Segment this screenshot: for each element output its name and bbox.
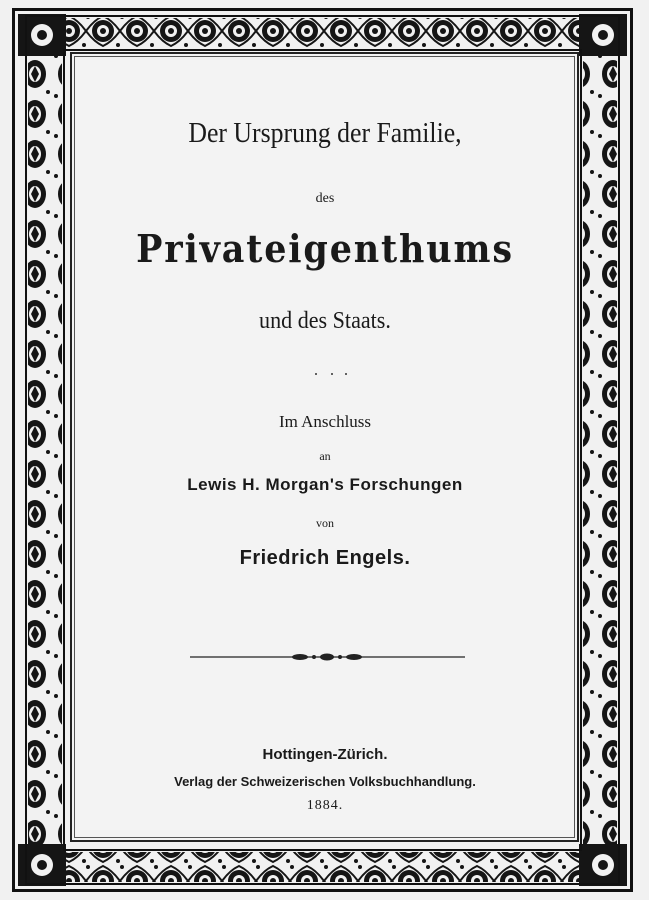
imprint-year: 1884. xyxy=(306,798,344,813)
title-line-4: und des Staats. xyxy=(259,308,391,334)
subtitle-line-3: Lewis H. Morgan's Forschungen xyxy=(187,475,463,494)
subtitle-line-1: Im Anschluss xyxy=(278,412,372,431)
title-line-2: des xyxy=(315,191,335,206)
imprint-publisher: Verlag der Schweizerischen Volksbuchhandlung. xyxy=(174,774,476,789)
title-line-1: Der Ursprung der Familie, xyxy=(188,118,462,149)
ornamental-rule xyxy=(190,650,465,664)
author-name: Friedrich Engels. xyxy=(239,547,411,569)
subtitle-line-2: an xyxy=(319,449,331,463)
separator-dots xyxy=(312,372,352,376)
inner-rule xyxy=(74,56,575,838)
by-line: von xyxy=(316,516,334,530)
title-main-word: Privateigenthums xyxy=(136,226,514,271)
imprint-place: Hottingen-Zürich. xyxy=(262,746,388,763)
